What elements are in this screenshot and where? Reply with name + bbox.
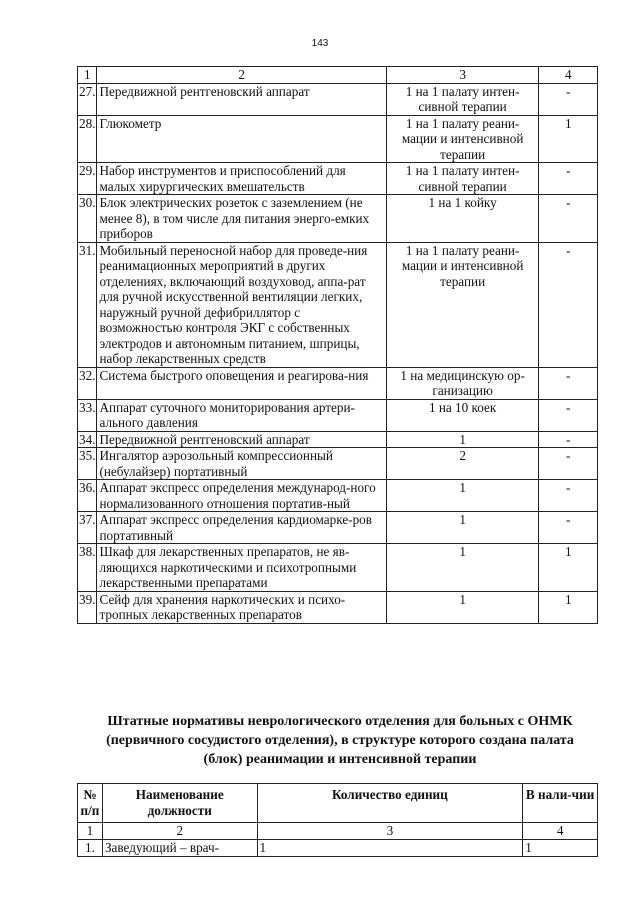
item-available: - xyxy=(539,163,598,195)
item-quantity: 1 на медицинскую ор-ганизацию xyxy=(386,367,539,399)
item-quantity: 1 на 1 палату интен-сивной терапии xyxy=(386,163,539,195)
item-available: 1 xyxy=(539,115,598,163)
table-row xyxy=(78,399,598,431)
item-name: Передвижной рентгеновский аппарат xyxy=(97,431,386,448)
item-quantity: 1 xyxy=(386,591,539,623)
row-number: 34. xyxy=(79,431,96,447)
item-quantity: 1 на 1 палату реани-мации и интенсивной терапии xyxy=(386,115,539,163)
row-number: 27. xyxy=(78,83,97,115)
equipment-header-row xyxy=(78,67,598,84)
item-available: - xyxy=(539,83,598,115)
col-position: Наименование должности xyxy=(102,784,257,823)
item-quantity: 1 на 1 палату интен-сивной терапии xyxy=(386,83,539,115)
table-row xyxy=(78,83,598,115)
header-col-2: 2 xyxy=(97,67,386,84)
item-name: Система быстрого оповещения и реагирова-ния xyxy=(97,367,386,399)
item-name: Глюкометр xyxy=(97,115,386,163)
item-available: 1 xyxy=(539,544,598,592)
item-available: - xyxy=(539,195,598,243)
item-quantity: 1 на 1 палату реани-мации и интенсивной терапии xyxy=(386,242,539,367)
header-col-1: 1 xyxy=(78,67,97,84)
row-number: 36. xyxy=(78,480,97,512)
equipment-table xyxy=(77,66,598,624)
item-available: - xyxy=(539,399,598,431)
row-number: 37. xyxy=(78,512,97,544)
col-count: Количество единиц xyxy=(257,784,523,823)
item-available: 1 xyxy=(539,591,598,623)
section-title: Штатные нормативы неврологического отделения для больных с ОНМК (первичного сосудистого отделения), в структуре которого создана палата (блок) реанимации и интенсивной терапии xyxy=(106,714,574,767)
item-name: Аппарат экспресс определения кардиомарке-ров портативный xyxy=(97,512,386,544)
item-available: - xyxy=(539,480,598,512)
row-number: 28. xyxy=(78,115,97,163)
row-number: 33. xyxy=(78,399,97,431)
row-number: 32. xyxy=(78,367,97,399)
table-row xyxy=(78,591,598,623)
table-row xyxy=(78,448,598,480)
item-available: - xyxy=(539,242,598,367)
row-number: 39. xyxy=(78,591,97,623)
item-name: Мобильный переносной набор для проведе-ния реанимационных мероприятий в других отделениях, включающий воздуховод, аппа-рат для ручной искусственной вентиляции легких, наружный ручной дефибриллятор с возможностью контроля ЭКГ с собственных электродов и автономным питанием, шприцы, набор лекарственных средств xyxy=(97,242,386,367)
table-row xyxy=(78,840,598,857)
unit-count: 1 xyxy=(257,840,523,857)
item-quantity: 1 на 1 койку xyxy=(386,195,539,243)
item-available: - xyxy=(539,448,598,480)
row-number: 38. xyxy=(78,544,97,592)
item-quantity: 2 xyxy=(386,448,539,480)
item-available: - xyxy=(539,431,598,448)
item-name: Набор инструментов и приспособлений для малых хирургических вмешательств xyxy=(97,163,386,195)
available-count: 1 xyxy=(523,840,598,857)
page-number: 143 xyxy=(311,38,329,49)
header-col-3: 3 xyxy=(386,67,539,84)
item-quantity: 1 xyxy=(386,431,539,448)
position-name: Заведующий – врач- xyxy=(102,840,257,857)
item-name: Шкаф для лекарственных препаратов, не яв-ляющихся наркотическими и психотропными лекарственными препаратами xyxy=(97,544,386,592)
item-available: - xyxy=(539,367,598,399)
num-col-4: 4 xyxy=(523,823,598,840)
col-number: № п/п xyxy=(78,784,103,823)
staff-header-row xyxy=(78,784,598,823)
item-name: Ингалятор аэрозольный компрессионный (небулайзер) портативный xyxy=(97,448,386,480)
staff-table xyxy=(77,783,598,857)
num-col-2: 2 xyxy=(102,823,257,840)
item-name: Передвижной рентгеновский аппарат xyxy=(97,83,386,115)
num-col-1: 1 xyxy=(78,823,103,840)
row-number: 30. xyxy=(78,195,97,243)
item-name: Сейф для хранения наркотических и психо-тропных лекарственных препаратов xyxy=(97,591,386,623)
col-available: В нали-чии xyxy=(523,784,598,823)
row-number: 35. xyxy=(78,448,97,480)
item-quantity: 1 xyxy=(386,544,539,592)
num-col-3: 3 xyxy=(257,823,523,840)
staff-numbers-row xyxy=(78,823,598,840)
item-quantity: 1 xyxy=(386,512,539,544)
item-name: Блок электрических розеток с заземлением (не менее 8), в том числе для питания энерго-емких приборов xyxy=(97,195,386,243)
item-quantity: 1 xyxy=(386,480,539,512)
item-name: Аппарат экспресс определения международ-ного нормализованного отношения портатив-ный xyxy=(97,480,386,512)
table-row xyxy=(78,431,598,448)
row-number: 31. xyxy=(78,242,97,367)
table-row xyxy=(78,115,598,163)
table-row xyxy=(78,544,598,592)
row-number: 1. xyxy=(78,840,103,857)
table-row xyxy=(78,163,598,195)
item-name: Аппарат суточного мониторирования артери-ального давления xyxy=(97,399,386,431)
table-row xyxy=(78,367,598,399)
table-row xyxy=(78,242,598,367)
table-row xyxy=(78,512,598,544)
item-available: - xyxy=(539,512,598,544)
item-quantity: 1 на 10 коек xyxy=(386,399,539,431)
row-number: 29. xyxy=(78,163,97,195)
header-col-4: 4 xyxy=(539,67,598,84)
table-row xyxy=(78,480,598,512)
table-row xyxy=(78,195,598,243)
